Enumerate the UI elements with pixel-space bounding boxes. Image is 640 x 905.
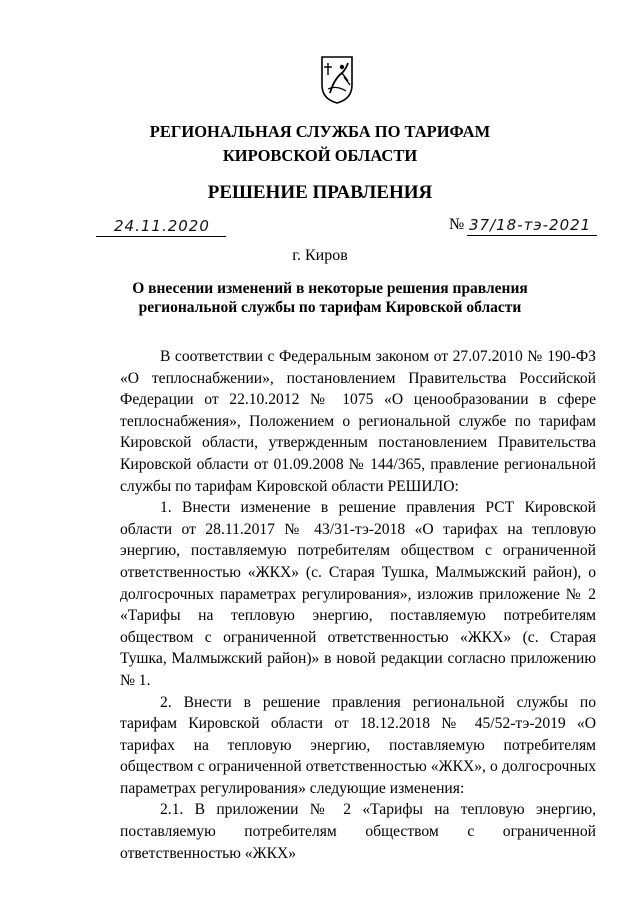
- document-number-block: [449, 215, 595, 237]
- subject-line2: региональной службы по тарифам Кировской области: [138, 299, 522, 316]
- document-body: [120, 346, 596, 864]
- document-subject: [120, 279, 540, 317]
- document-date: 24.11.2020: [96, 216, 226, 237]
- body-paragraph-item-2-1: 2.1. В приложении № 2 «Тарифы на тепловую энергию, поставляемую потребителям обществом с ограниченной ответственностью «ЖКХ»: [120, 801, 596, 862]
- subject-line1: О внесении изменений в некоторые решения правления: [132, 280, 528, 297]
- document-type-title: РЕШЕНИЕ ПРАВЛЕНИЯ: [207, 182, 433, 203]
- organization-name-line1: РЕГИОНАЛЬНАЯ СЛУЖБА ПО ТАРИФАМ: [149, 122, 491, 141]
- document-number: 37/18-тэ-2021: [467, 215, 597, 236]
- body-paragraph-item-2: 2. Внести в решение правления региональной службы по тарифам Кировской области от 18.12.2018 № 45/52-тэ-2019 «О тарифах на тепловую энергию, поставляемую потребителям обществом с ограниченной ответственностью «ЖКХ», о долгосрочных параметрах регулирования» следующие изменения:: [120, 693, 596, 797]
- body-paragraph-preamble: В соответствии с Федеральным законом от 27.07.2010 № 190-ФЗ «О теплоснабжении», постановлением Правительства Российской Федерации от 22.10.2012 № 1075 «О ценообразовании в сфере теплоснабжения», Положением о региональной службе по тарифам Кировской области, утвержденным постановлением Правительства Кировской области от 01.09.2008 № 144/365, правление региональной службы по тарифам Кировской области РЕШИЛО:: [120, 348, 596, 495]
- body-paragraph-item-1: 1. Внести изменение в решение правления РСТ Кировской области от 28.11.2017 № 43/31-тэ-2018 «О тарифах на тепловую энергию, поставляемую потребителям обществом с ограниченной ответственностью «ЖКХ» (с. Старая Тушка, Малмыжский район), о долгосрочных параметрах регулирования», изложив приложение № 2 «Тарифы на тепловую энергию, поставляемую потребителям обществом с ограниченной ответственностью «ЖКХ» (с. Старая Тушка, Малмыжский район)» в новой редакции согласно приложению № 1.: [120, 499, 596, 689]
- organization-name: [0, 120, 640, 168]
- organization-name-line2: КИРОВСКОЙ ОБЛАСТИ: [222, 146, 418, 165]
- city-line: г. Киров: [292, 247, 348, 264]
- coat-of-arms-icon: [320, 55, 354, 105]
- number-sign: №: [449, 216, 465, 233]
